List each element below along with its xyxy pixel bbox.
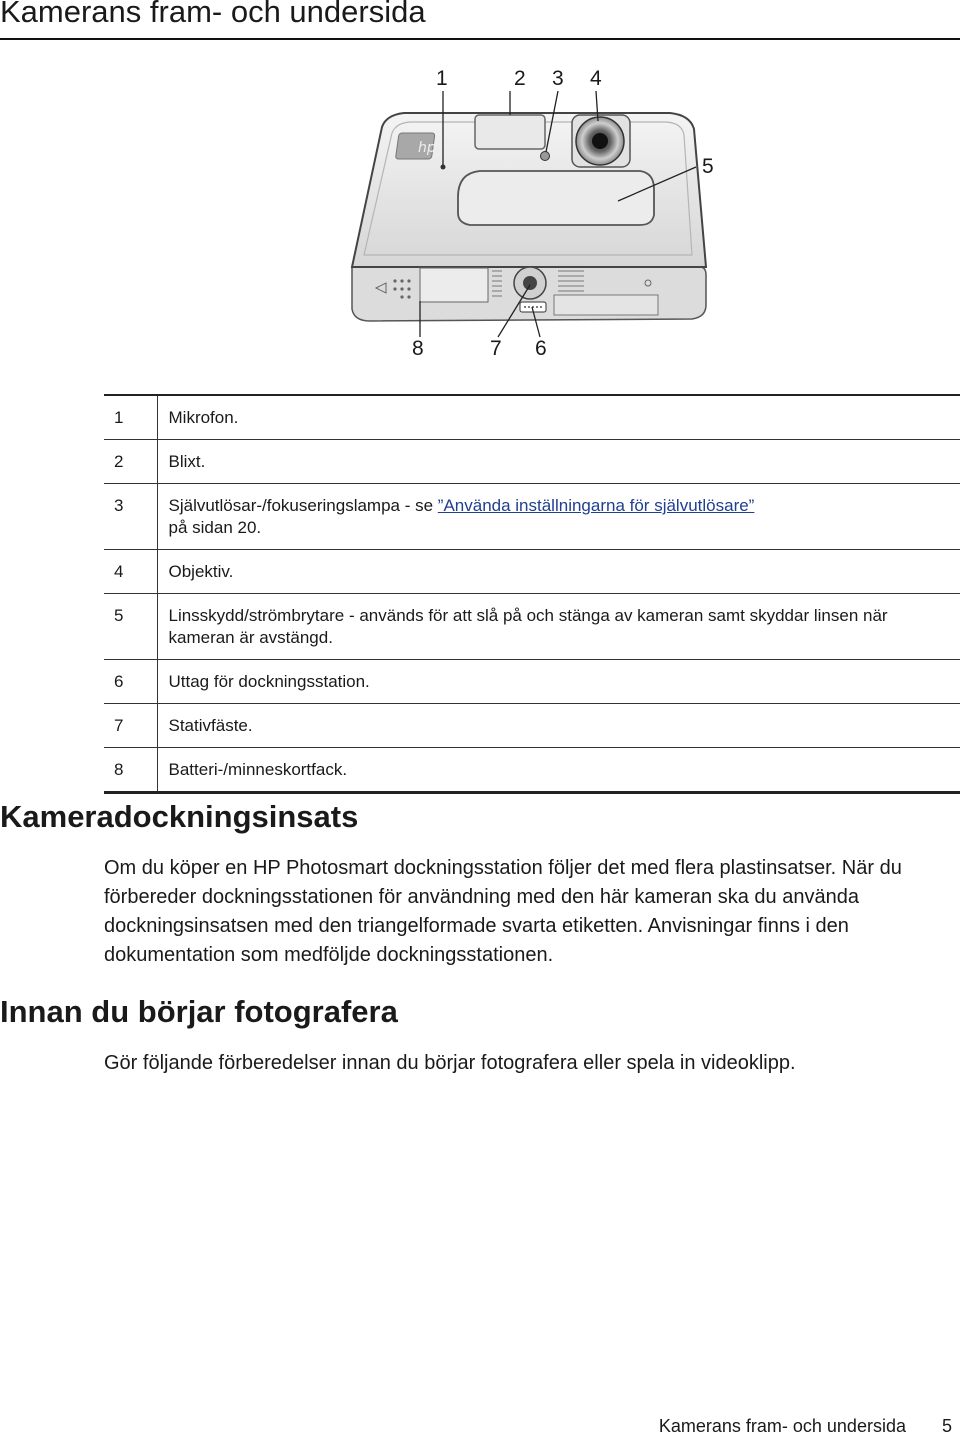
part-number: 5 (104, 594, 157, 660)
part-number: 6 (104, 660, 157, 704)
callout-5: 5 (702, 155, 714, 178)
table-row (104, 440, 960, 484)
callout-4: 4 (590, 67, 602, 90)
cross-reference-link[interactable]: ”Använda inställningarna för självutlösare” (437, 496, 755, 515)
part-number: 1 (104, 395, 157, 440)
table-row (104, 484, 960, 550)
footer-section-title: Kamerans fram- och undersida (658, 1416, 906, 1436)
callout-8: 8 (412, 337, 424, 360)
page-number: 5 (941, 1416, 952, 1436)
camera-diagram (340, 55, 740, 370)
part-number: 3 (104, 484, 157, 550)
part-number: 4 (104, 550, 157, 594)
battery-door (420, 268, 488, 302)
callout-3: 3 (552, 67, 564, 90)
section-heading-dock: Kameradockningsinsats (0, 799, 359, 834)
part-description: Batteri-/minneskortfack. (157, 748, 960, 793)
part-number: 2 (104, 440, 157, 484)
page-title: Kamerans fram- och undersida (0, 0, 426, 29)
part-number: 7 (104, 704, 157, 748)
part-description: Objektiv. (157, 550, 960, 594)
page-footer (659, 1416, 952, 1437)
flash (475, 115, 545, 149)
section-body-before: Gör följande förberedelser innan du börjar fotografera eller spela in videoklipp. (104, 1052, 796, 1074)
table-row (104, 594, 960, 660)
part-number: 8 (104, 748, 157, 793)
callout-6: 6 (535, 337, 547, 360)
part-text: Självutlösar-/fokuseringslampa - se (168, 496, 438, 515)
callout-7: 7 (490, 337, 502, 360)
title-rule (0, 38, 960, 40)
table-row (104, 660, 960, 704)
parts-table (104, 394, 960, 794)
self-timer-lamp (541, 152, 550, 161)
table-row (104, 550, 960, 594)
part-description: Stativfäste. (157, 704, 960, 748)
part-description: Mikrofon. (168, 408, 239, 427)
microphone-hole (441, 165, 446, 170)
part-description: Blixt. (157, 440, 960, 484)
bottom-panel (554, 295, 658, 315)
table-row (104, 748, 960, 793)
hp-logo-text: hp (418, 140, 436, 156)
table-row (104, 704, 960, 748)
part-description: Linsskydd/strömbrytare - används för att slå på och stänga av kameran samt skyddar linsen när kameran är avstängd. (157, 594, 960, 660)
part-description (157, 484, 960, 550)
table-row (104, 395, 960, 440)
callout-1: 1 (436, 67, 448, 90)
part-text-page-ref: på sidan 20. (168, 518, 262, 537)
section-heading-before: Innan du börjar fotografera (0, 994, 398, 1029)
callout-2: 2 (514, 67, 526, 90)
section-body-dock: Om du köper en HP Photosmart dockningsstation följer det med flera plastinsatser. När du förbereder dockningsstationen för användning med den här kameran ska du använda dockningsinsatsen med den triangelformade svarta etiketten. Anvisningar finns i den dokumentation som medföljde dockningsstationen. (104, 857, 902, 966)
part-description: Uttag för dockningsstation. (157, 660, 960, 704)
